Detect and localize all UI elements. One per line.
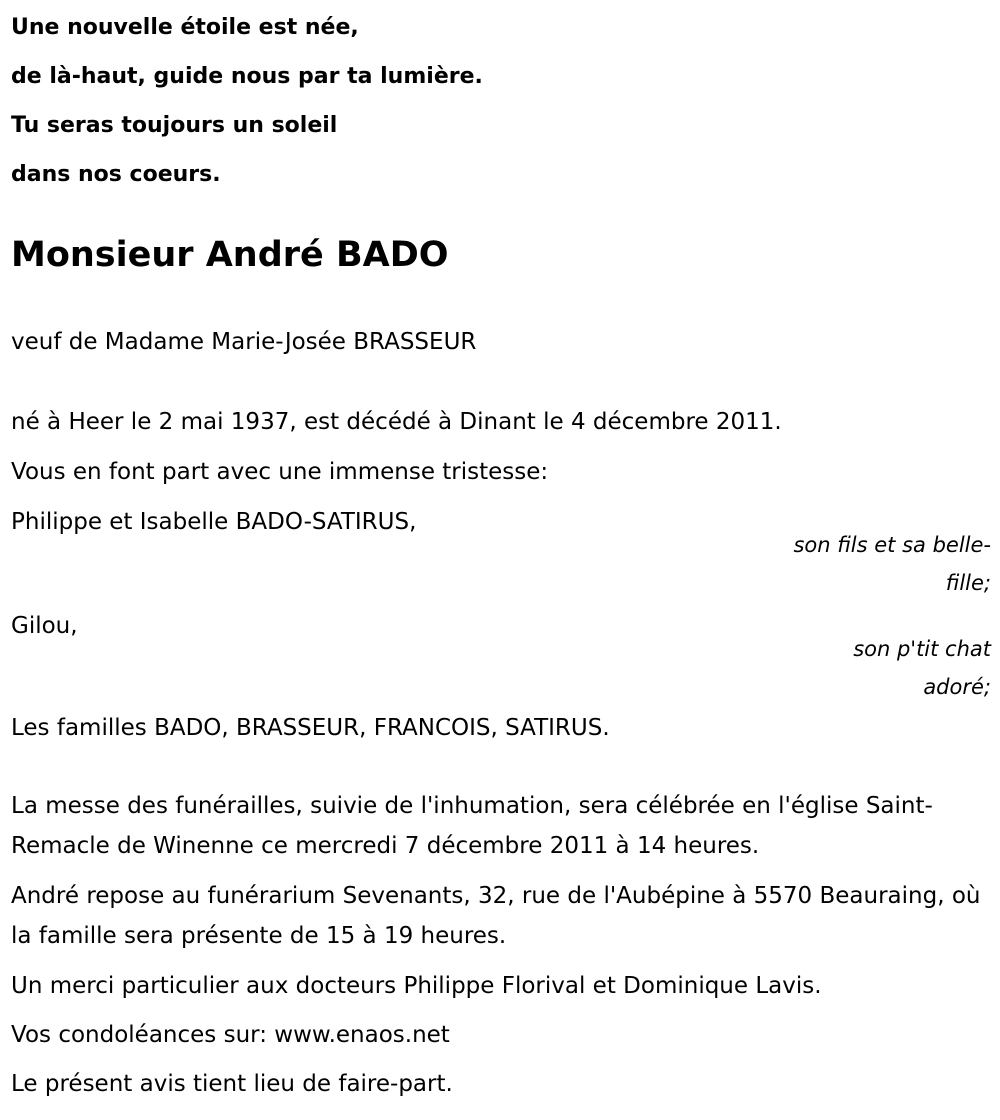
poem-line-4: dans nos coeurs.	[11, 162, 221, 187]
condolences-paragraph: Vos condoléances sur: www.enaos.net	[11, 1022, 450, 1048]
birth-death-line: né à Heer le 2 mai 1937, est décédé à Dinant le 4 décembre 2011.	[11, 409, 782, 435]
thanks-paragraph: Un merci particulier aux docteurs Philippe Florival et Dominique Lavis.	[11, 973, 822, 999]
family-member-name-2: Gilou,	[11, 613, 78, 639]
family-member-role-2	[731, 630, 991, 706]
family-member-role-2-line-1: son p'tit chat	[853, 637, 991, 661]
widower-line: veuf de Madame Marie-Josée BRASSEUR	[11, 329, 477, 355]
poem-line-2: de là-haut, guide nous par ta lumière.	[11, 64, 483, 89]
poem-line-3: Tu seras toujours un soleil	[11, 113, 338, 138]
funerarium-paragraph: André repose au funérarium Sevenants, 32, rue de l'Aubépine à 5570 Beauraing, où la famille sera présente de 15 à 19 heures.	[11, 883, 981, 949]
poem-line-1: Une nouvelle étoile est née,	[11, 15, 359, 40]
family-member-role-2-line-2: adoré;	[923, 675, 991, 699]
family-member-role-1-line-1: son fils et sa belle-	[793, 533, 991, 557]
family-member-role-1	[731, 526, 991, 602]
deceased-name: Monsieur André BADO	[11, 235, 449, 275]
notice-paragraph: Le présent avis tient lieu de faire-part.	[11, 1071, 453, 1097]
family-member-role-1-line-2: fille;	[945, 571, 991, 595]
family-member-name-1: Philippe et Isabelle BADO-SATIRUS,	[11, 509, 417, 535]
families-line: Les familles BADO, BRASSEUR, FRANCOIS, SATIRUS.	[11, 715, 610, 741]
announcement-line: Vous en font part avec une immense tristesse:	[11, 459, 549, 485]
funeral-paragraph: La messe des funérailles, suivie de l'inhumation, sera célébrée en l'église Saint-Remacle de Winenne ce mercredi 7 décembre 2011 à 14 heures.	[11, 793, 933, 859]
